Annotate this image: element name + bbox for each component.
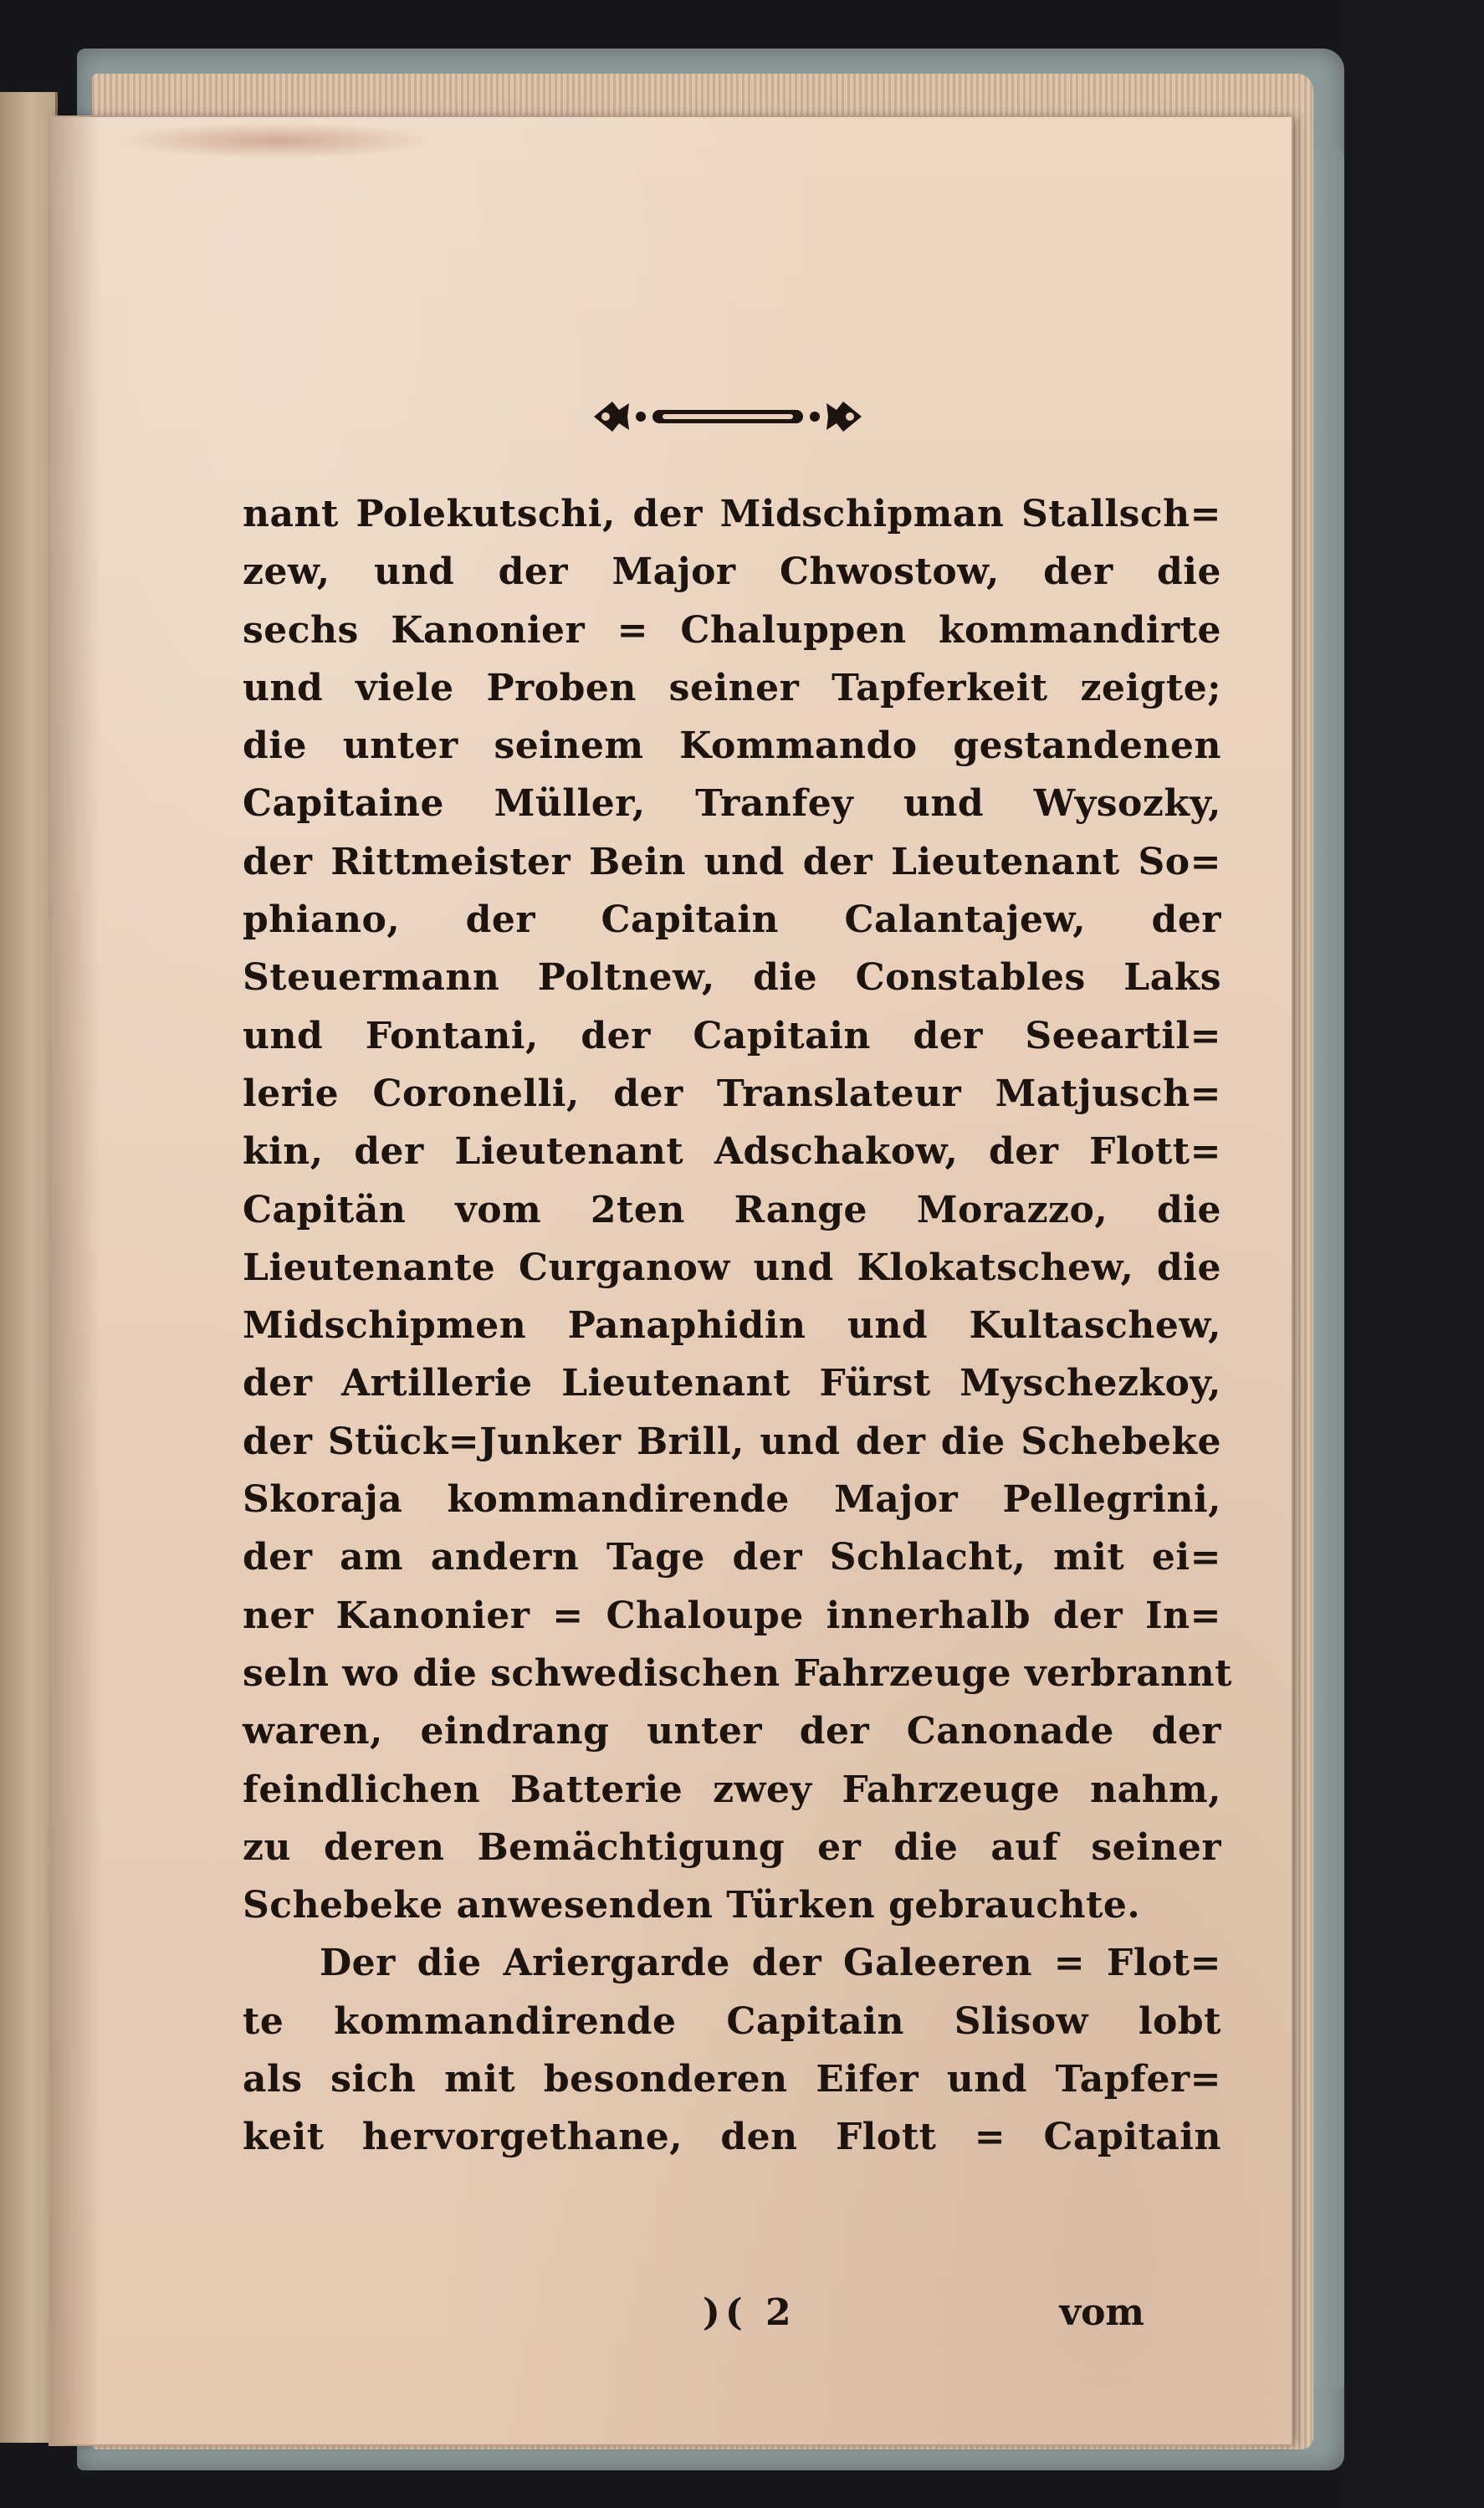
text-line: feindlichen Batterie zwey Fahrzeuge nahm, (243, 1768, 1221, 1811)
text-line: waren, eindrang unter der Canonade der (243, 1710, 1221, 1753)
text-line: seln wo die schwedischen Fahrzeuge verbrannt (243, 1651, 1232, 1695)
facing-page-edge (0, 92, 58, 2443)
book-page (50, 117, 1292, 2444)
text-line: der Rittmeister Bein und der Lieutenant So= (243, 840, 1221, 883)
gutter-shadow (50, 117, 100, 2444)
page-footer (243, 2284, 1221, 2342)
text-line: Capitän vom 2ten Range Morazzo, die (243, 1188, 1221, 1231)
text-line: phiano, der Capitain Calantajew, der (243, 898, 1221, 942)
text-line: ner Kanonier = Chaloupe innerhalb der In= (243, 1594, 1221, 1637)
text-line: der Stück=Junker Brill, und der die Schebeke (243, 1420, 1221, 1463)
foxing-stain (117, 122, 435, 159)
text-line: Midschipmen Panaphidin und Kultaschew, (243, 1304, 1221, 1348)
text-line: te kommandirende Capitain Slisow lobt (243, 1999, 1221, 2043)
text-line: nant Polekutschi, der Midschipman Stallsch= (243, 493, 1221, 535)
text-line: und Fontani, der Capitain der Seeartil= (243, 1014, 1221, 1057)
text-line: Skoraja kommandirende Major Pellegrini, (243, 1478, 1221, 1522)
text-line: als sich mit besonderen Eifer und Tapfer= (243, 2058, 1221, 2101)
text-line-indented: Der die Ariergarde der Galeeren = Flot= (320, 1942, 1221, 1985)
text-line: Steuermann Poltnew, die Constables Laks (243, 956, 1221, 1000)
catchword: vom (1059, 2291, 1144, 2334)
text-line: Schebeke anwesenden Türken gebrauchte. (243, 1884, 1141, 1927)
text-line: Lieutenante Curganow und Klokatschew, die (243, 1246, 1221, 1289)
text-line: der Artillerie Lieutenant Fürst Myschezkoy, (243, 1362, 1221, 1405)
text-line: sechs Kanonier = Chaluppen kommandirte (243, 608, 1221, 652)
text-line: die unter seinem Kommando gestandenen (243, 724, 1221, 768)
text-line: kin, der Lieutenant Adschakow, der Flott= (243, 1130, 1221, 1174)
signature-mark: )( 2 (703, 2291, 796, 2334)
text-line: zu deren Bemächtigung er die auf seiner (243, 1825, 1221, 1869)
text-line: der am andern Tage der Schlacht, mit ei= (243, 1536, 1221, 1579)
text-line: zew, und der Major Chwostow, der die (243, 550, 1221, 594)
body-text (243, 485, 1232, 2167)
text-line: keit hervorgethane, den Flott = Capitain (243, 2116, 1221, 2159)
ornament-rule-icon (586, 392, 870, 442)
text-line: lerie Coronelli, der Translateur Matjusch= (243, 1072, 1221, 1115)
dark-background (1338, 0, 1484, 2508)
text-line: und viele Proben seiner Tapferkeit zeigte; (243, 666, 1221, 709)
text-line: Capitaine Müller, Tranfey und Wysozky, (243, 782, 1221, 826)
